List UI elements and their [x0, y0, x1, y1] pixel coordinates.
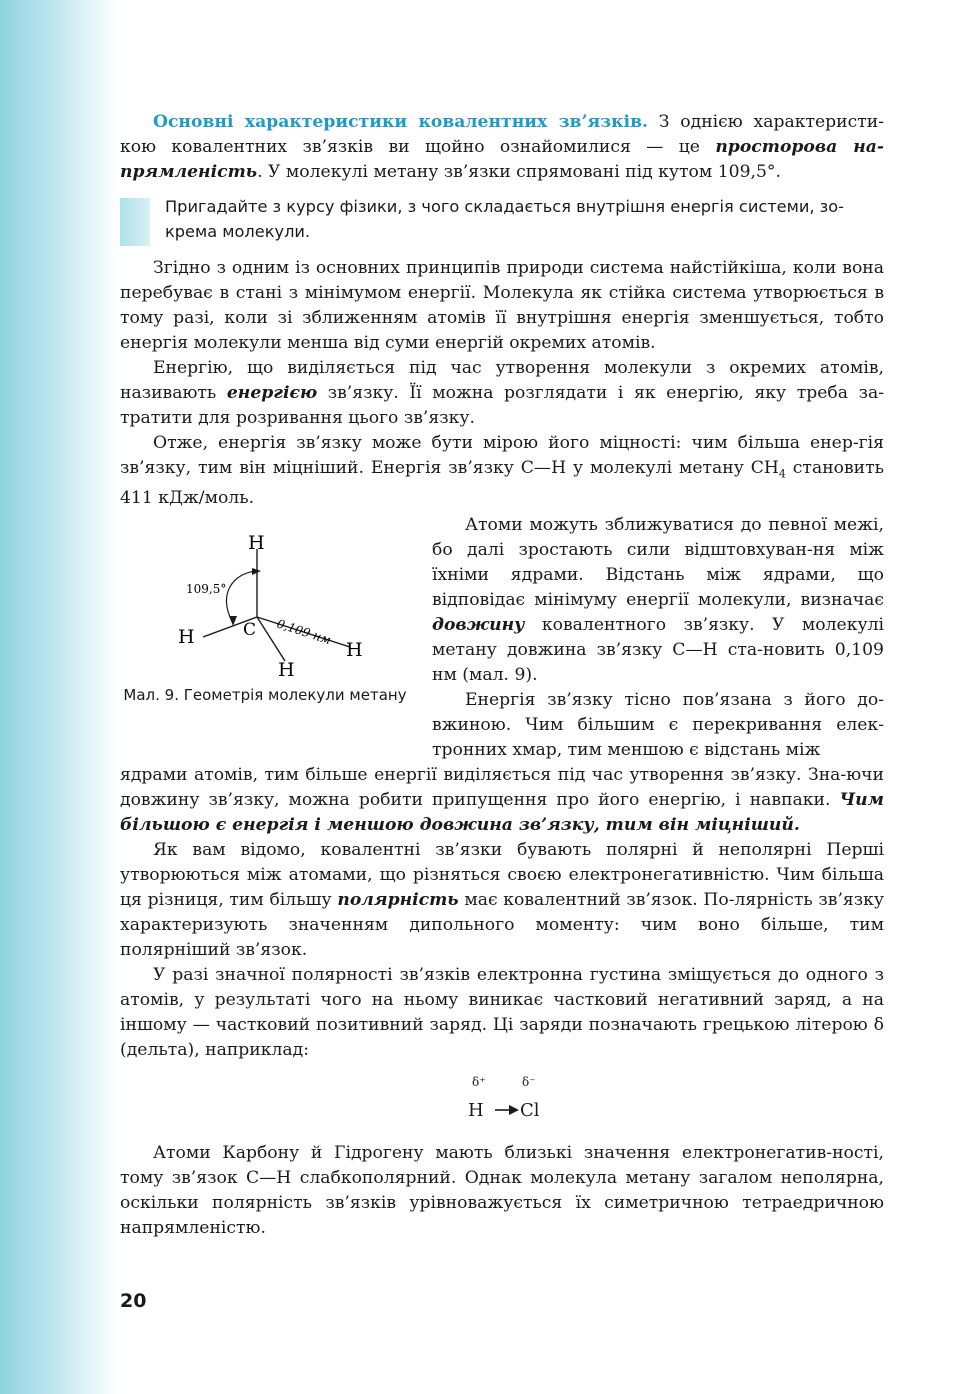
intro-text-2: . У молекулі метану зв’язки спрямовані під кутом 109,5°.	[257, 162, 781, 182]
polarity-formula	[120, 1073, 884, 1133]
delta-minus: δ⁻	[522, 1075, 536, 1090]
figure-caption: Мал. 9. Геометрія молекули метану	[123, 686, 407, 705]
paragraph-1: Згідно з одним із основних принципів природи система найстійкіша, коли вона перебуває в стані з мінімумом енергії. Молекула як стійка система утворюється в тому разі, коли зі зближенням атомів її внутрішня енергія зменшується, тобто енергія молекули менша від суми енергій окремих атомів.	[120, 258, 884, 353]
paragraph-7: Атоми Карбону й Гідрогену мають близькі значення електронегатив-ності, тому зв’язок C—H слабкополярний. Однак молекула метану загалом неполярна, оскільки полярність зв’язків урівноважується їх симетричною тетраедричною напрямленістю.	[120, 1143, 884, 1239]
formula-atom-cl: Cl	[520, 1100, 540, 1122]
paragraph-4	[120, 763, 884, 838]
figure-methane	[120, 513, 410, 763]
side-text-1a: Атоми можуть зближуватися до певної межі, бо далі зростають сили відштовхуван-ня між їхніми ядрами. Відстань між ядрами, що відповідає мінімуму енергії молекули, визначає	[432, 515, 884, 611]
side-term: довжину	[432, 615, 525, 636]
side-text	[432, 513, 884, 763]
p3-subscript: 4	[778, 467, 786, 481]
p5-term: полярність	[337, 890, 459, 911]
paragraph-3	[120, 431, 884, 511]
p5-text-a: Як вам відомо, ковалентні зв’язки бувають полярні й неполярні Перші утворюються між атомами, що різняться своєю електронегативністю. Чим більша ця різниця, тим більшу	[120, 840, 884, 911]
side-paragraph-2: Енергія зв’язку тісно пов’язана з його до-вжиною. Чим більшим є перекривання елек-тронних хмар, тим меншою є відстань між	[432, 690, 884, 761]
delta-plus: δ⁺	[472, 1075, 486, 1090]
intro-term: просторова на-прямленість	[120, 137, 884, 182]
atom-h-bottom: H	[278, 659, 295, 679]
methane-geometry-diagram	[160, 513, 390, 678]
p4-bold: Чим більшою є енергія і меншою довжина зв’язку, тим він міцніший.	[120, 790, 884, 836]
bond-arrow-icon	[495, 1103, 519, 1117]
p2-text-b: зв’язку. Її можна розглядати і як енергію, яку треба за-тратити для розривання цього зв’язку.	[120, 383, 885, 428]
p2-text-a: Енергію, що виділяється під час утворення молекули з окремих атомів, називають	[120, 358, 884, 403]
side-text-1b: ковалентного зв’язку. У молекулі метану довжина зв’язку C—H ста-новить 0,109 нм (мал. 9).	[432, 615, 884, 686]
page-number: 20	[120, 1290, 147, 1312]
angle-arc	[226, 571, 257, 621]
p3-text-a: Отже, енергія зв’язку може бути мірою його міцності: чим більша енер-гія зв’язку, тим він міцніший. Енергія зв’язку C—H у молекулі метану CH	[120, 433, 884, 478]
length-label: 0,109 нм	[275, 616, 333, 648]
p4-text: ядрами атомів, тим більше енергії виділяється під час утворення зв’язку. Зна-ючи довжину зв’язку, можна робити припущення про його енергію, і навпаки.	[120, 765, 884, 811]
p5-text-b: має ковалентний зв’язок. По-лярність зв’язку характеризують значенням дипольного моменту: чим воно більше, тим полярніший зв’язок.	[120, 890, 884, 961]
atom-h-left: H	[178, 626, 195, 649]
side-paragraph-1	[432, 513, 884, 688]
atom-h-top: H	[248, 532, 265, 555]
p3-text-b: становить 411 кДж/моль.	[120, 458, 884, 509]
p2-term: енергією	[226, 383, 318, 403]
intro-text-1: З однією характеристи-кою ковалентних зв’язків ви щойно ознайомилися — це	[120, 112, 884, 157]
page-edge-gradient	[0, 0, 118, 1394]
section-intro	[120, 110, 884, 185]
atom-c-center: C	[243, 620, 257, 641]
page-content	[120, 110, 884, 1241]
angle-label: 109,5°	[186, 582, 227, 597]
formula-atom-h: H	[468, 1100, 484, 1122]
paragraph-6: У разі значної полярності зв’язків електронна густина зміщується до одного з атомів, у результаті чого на ньому виникає частковий негативний заряд, а на іншому — частковий позитивний заряд. Ці заряди позначають грецькою літерою δ (дельта), наприклад:	[120, 965, 884, 1061]
note-text: Пригадайте з курсу фізики, з чого складається внутрішня енергія системи, зо-крема молекули.	[165, 197, 845, 241]
paragraph-2	[120, 356, 884, 431]
section-heading: Основні характеристики ковалентних зв’язків.	[153, 112, 648, 132]
note-marker	[120, 198, 150, 246]
note-box	[120, 194, 884, 244]
paragraph-5	[120, 838, 884, 963]
atom-h-right: H	[346, 639, 363, 662]
figure-row	[120, 511, 884, 763]
